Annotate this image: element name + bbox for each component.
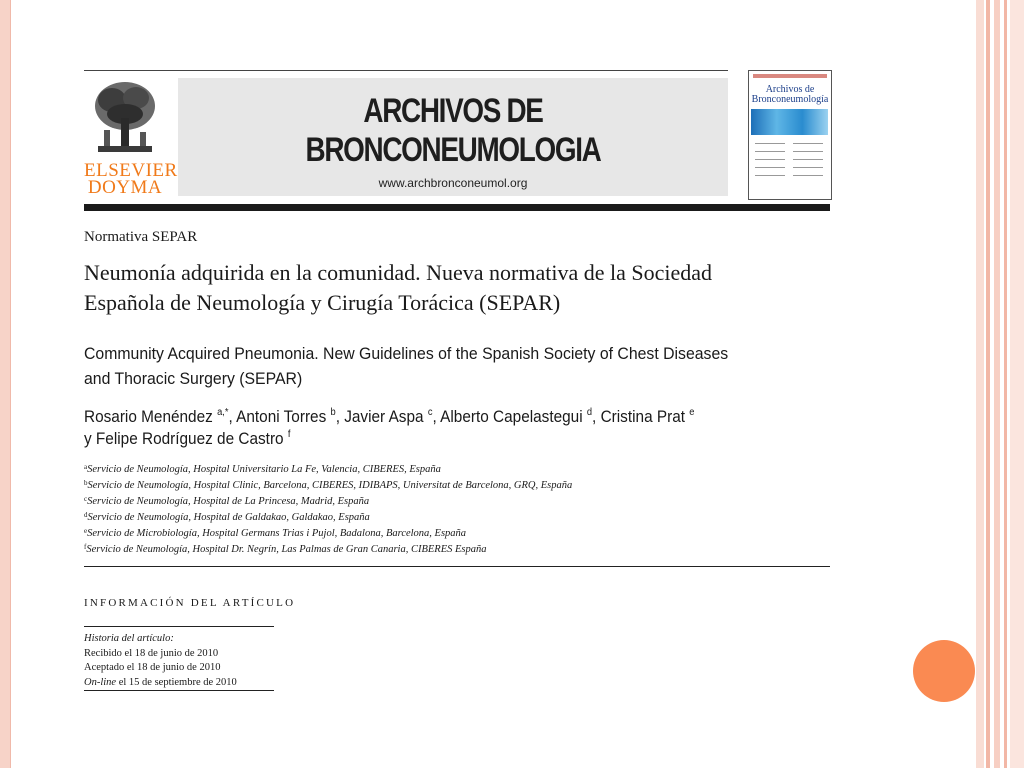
cover-title: Archivos de Bronconeumología <box>751 84 829 105</box>
author-affiliation-mark: d <box>586 407 593 418</box>
cover-image-band <box>751 109 828 135</box>
article-title-english: Community Acquired Pneumonia. New Guidelines of the Spanish Society of Chest Diseases and Thoracic Surgery (SEPAR) <box>84 344 729 388</box>
accepted-date: Aceptado el 18 de junio de 2010 <box>84 662 221 673</box>
affiliation-list <box>84 462 784 558</box>
author-name: y Felipe Rodríguez de Castro <box>84 430 288 448</box>
section-divider <box>84 566 830 567</box>
publisher-name: ELSEVIER <box>84 160 178 181</box>
elsevier-logo <box>84 78 178 198</box>
header-top-rule <box>84 70 728 71</box>
author-name: Rosario Menéndez <box>84 408 218 426</box>
article-section: Normativa SEPAR <box>84 229 198 245</box>
author-affiliation-mark: f <box>287 429 291 440</box>
right-border-stripes <box>976 0 1024 768</box>
article-title-spanish: Neumonía adquirida en la comunidad. Nueva normativa de la Sociedad Española de Neumología y Cirugía Torácica (SEPAR) <box>84 260 713 315</box>
author-affiliation-mark: b <box>330 407 336 418</box>
journal-banner <box>178 78 728 196</box>
article-info-heading: INFORMACIÓN DEL ARTÍCULO <box>84 597 296 609</box>
author-name: Javier Aspa <box>344 408 428 426</box>
affiliation-item: $^a$Servicio de Neumología, Hospital Universitario La Fe, Valencia, CIBERES, España <box>84 463 441 475</box>
article-info-bottom-rule <box>84 690 274 691</box>
affiliation-item: $^e$Servicio de Microbiología, Hospital Germans Trias i Pujol, Badalona, Barcelona, España <box>84 527 467 539</box>
affiliation-item: $^c$Servicio de Neumología, Hospital de La Princesa, Madrid, España <box>84 495 370 507</box>
author-name: Alberto Capelastegui <box>440 408 587 426</box>
journal-cover-thumbnail <box>748 70 832 200</box>
accent-circle <box>913 640 975 702</box>
header-bottom-rule <box>84 204 830 211</box>
history-label: Historia del artículo: <box>84 633 174 644</box>
author-name: Antoni Torres <box>236 408 331 426</box>
article-info-top-rule <box>84 626 274 627</box>
article-history <box>84 632 237 690</box>
author-list: Rosario Menéndez $^{a,*}$, Antoni Torres $^b$, Javier Aspa $^c$, Alberto Capelastegui $^d$, Cristina Prat $^e$ y Felipe Rodríguez de Castro $^f$ <box>84 407 695 448</box>
journal-title: ARCHIVOS DE BRONCONEUMOLOGIA <box>305 92 601 169</box>
affiliation-item: $^b$Servicio de Neumología, Hospital Clinic, Barcelona, CIBERES, IDIBAPS, Universitat de Barcelona, GRQ, España <box>84 479 573 491</box>
publisher-subname: DOYMA <box>87 177 163 198</box>
author-affiliation-mark: e <box>689 407 695 418</box>
received-date: Recibido el 18 de junio de 2010 <box>84 647 219 659</box>
elsevier-tree-icon <box>90 78 160 160</box>
affiliation-item: $^d$Servicio de Neumología, Hospital de Galdakao, Galdakao, España <box>84 511 370 523</box>
journal-url: www.archbronconeumol.org <box>378 176 528 190</box>
author-affiliation-mark: a,* <box>217 407 229 418</box>
left-border-stripe <box>0 0 11 768</box>
author-name: Cristina Prat <box>600 408 690 426</box>
affiliation-item: $^f$Servicio de Neumología, Hospital Dr. Negrín, Las Palmas de Gran Canaria, CIBERES España <box>84 543 487 555</box>
online-date: On-line el 15 de septiembre de 2010 <box>84 676 237 688</box>
author-affiliation-mark: c <box>427 407 433 418</box>
